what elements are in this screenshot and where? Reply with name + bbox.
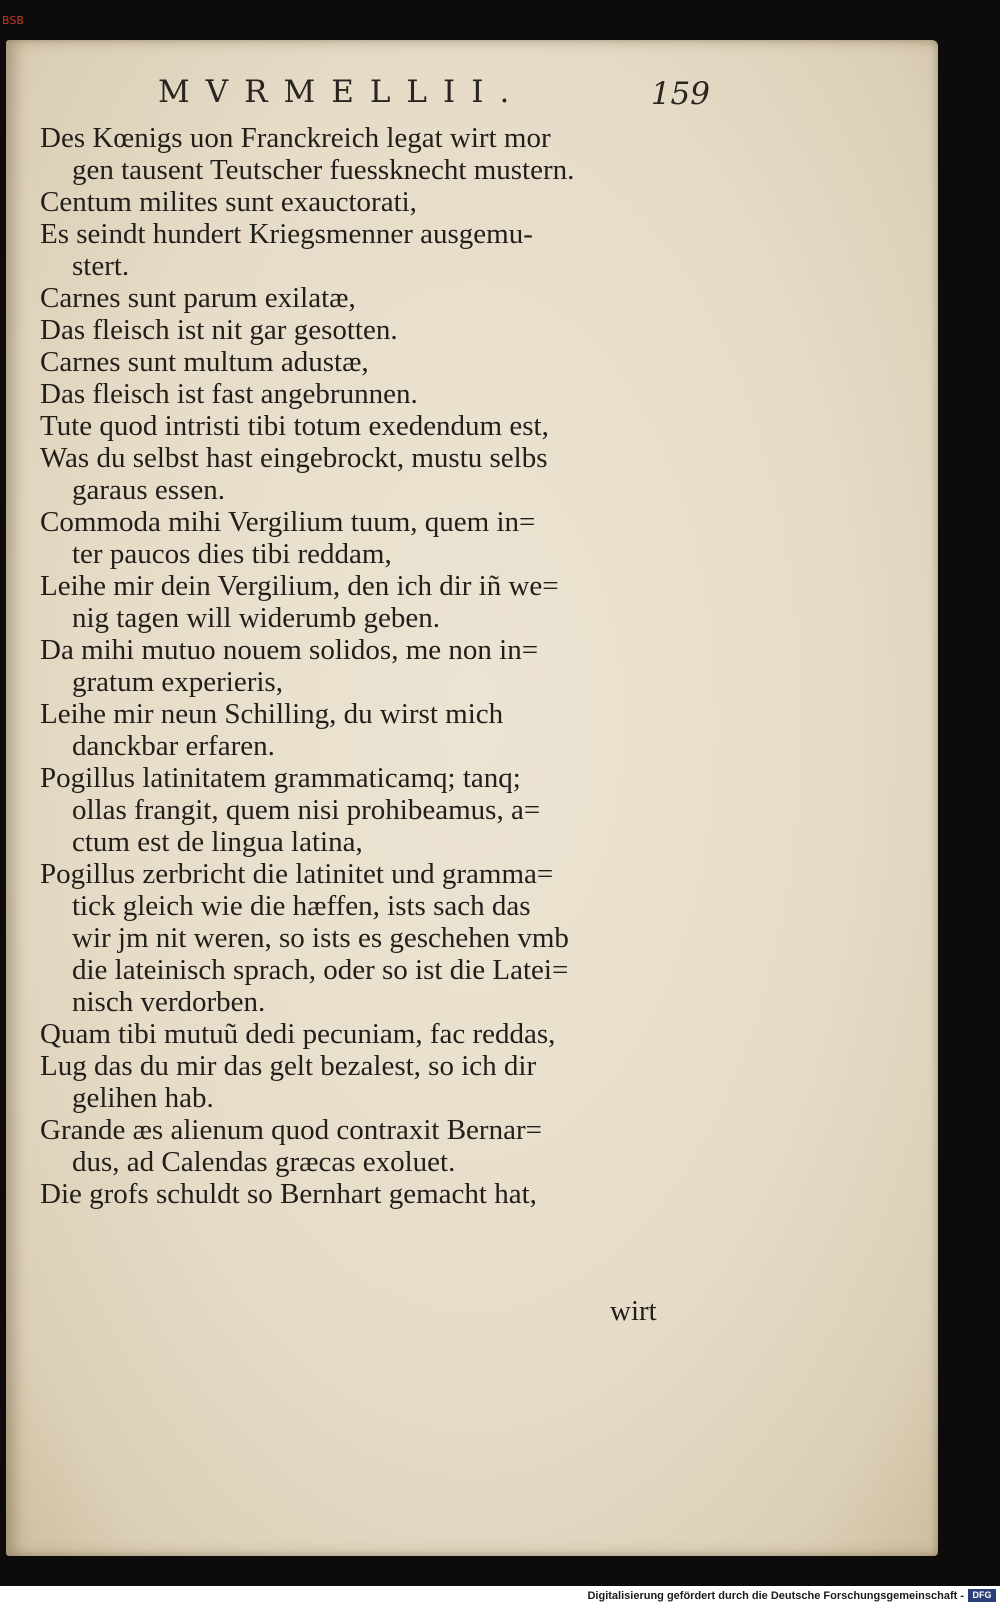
text-line: Leihe mir dein Vergilium, den ich dir iñ we= [40, 570, 559, 602]
text-line: Centum milites sunt exauctorati, [40, 186, 417, 218]
text-line: Carnes sunt parum exilatæ, [40, 282, 356, 314]
text-line: Was du selbst hast eingebrockt, mustu selbs [40, 442, 548, 474]
text-line: gelihen hab. [72, 1082, 214, 1114]
text-line: Leihe mir neun Schilling, du wirst mich [40, 698, 504, 730]
text-line: nig tagen will widerumb geben. [72, 602, 441, 634]
text-line: die lateinisch sprach, oder so ist die Latei= [72, 954, 569, 986]
text-line: gen tausent Teutscher fuessknecht mustern. [72, 154, 575, 186]
text-line: Die grofs schuldt so Bernhart gemacht hat, [40, 1178, 537, 1210]
running-head: MVRMELLII. [158, 74, 526, 110]
text-line: Das fleisch ist nit gar gesotten. [40, 314, 398, 346]
text-line: ctum est de lingua latina, [72, 826, 363, 858]
text-line: Pogillus zerbricht die latinitet und gramma= [40, 858, 554, 890]
text-line: garaus essen. [72, 474, 226, 506]
library-mark: BSB [2, 14, 24, 27]
dfg-logo-icon: DFG [968, 1589, 996, 1602]
text-line: gratum experieris, [72, 666, 283, 698]
text-line: Das fleisch ist fast angebrunnen. [40, 378, 418, 410]
text-line: wir jm nit weren, so ists es geschehen vmb [72, 922, 569, 954]
text-line: Carnes sunt multum adustæ, [40, 346, 369, 378]
text-line: nisch verdorben. [72, 986, 266, 1018]
footer-bar [0, 1586, 1000, 1606]
text-line: Es seindt hundert Kriegsmenner ausgemu- [40, 218, 533, 250]
text-line: Da mihi mutuo nouem solidos, me non in= [40, 634, 539, 666]
text-line: Des Kœnigs uon Franckreich legat wirt mor [40, 122, 551, 154]
text-line: Tute quod intristi tibi totum exedendum est, [40, 410, 549, 442]
text-line: dus, ad Calendas græcas exoluet. [72, 1146, 456, 1178]
text-line: ter paucos dies tibi reddam, [72, 538, 392, 570]
text-line: stert. [72, 250, 130, 282]
text-line: Commoda mihi Vergilium tuum, quem in= [40, 506, 536, 538]
text-line: Quam tibi mutuũ dedi pecuniam, fac reddas, [40, 1018, 556, 1050]
page-number: 159 [650, 76, 710, 112]
text-line: Pogillus latinitatem grammaticamq; tanq; [40, 762, 521, 794]
text-body [40, 122, 700, 1210]
text-line: tick gleich wie die hæffen, ists sach das [72, 890, 531, 922]
text-line: Grande æs alienum quod contraxit Bernar= [40, 1114, 542, 1146]
text-line: Lug das du mir das gelt bezalest, so ich dir [40, 1050, 537, 1082]
catchword: wirt [610, 1295, 657, 1327]
text-line: ollas frangit, quem nisi prohibeamus, a= [72, 794, 541, 826]
text-line: danckbar erfaren. [72, 730, 275, 762]
page-header [150, 70, 710, 118]
funding-credit: Digitalisierung gefördert durch die Deutsche Forschungsgemeinschaft - [587, 1590, 964, 1602]
